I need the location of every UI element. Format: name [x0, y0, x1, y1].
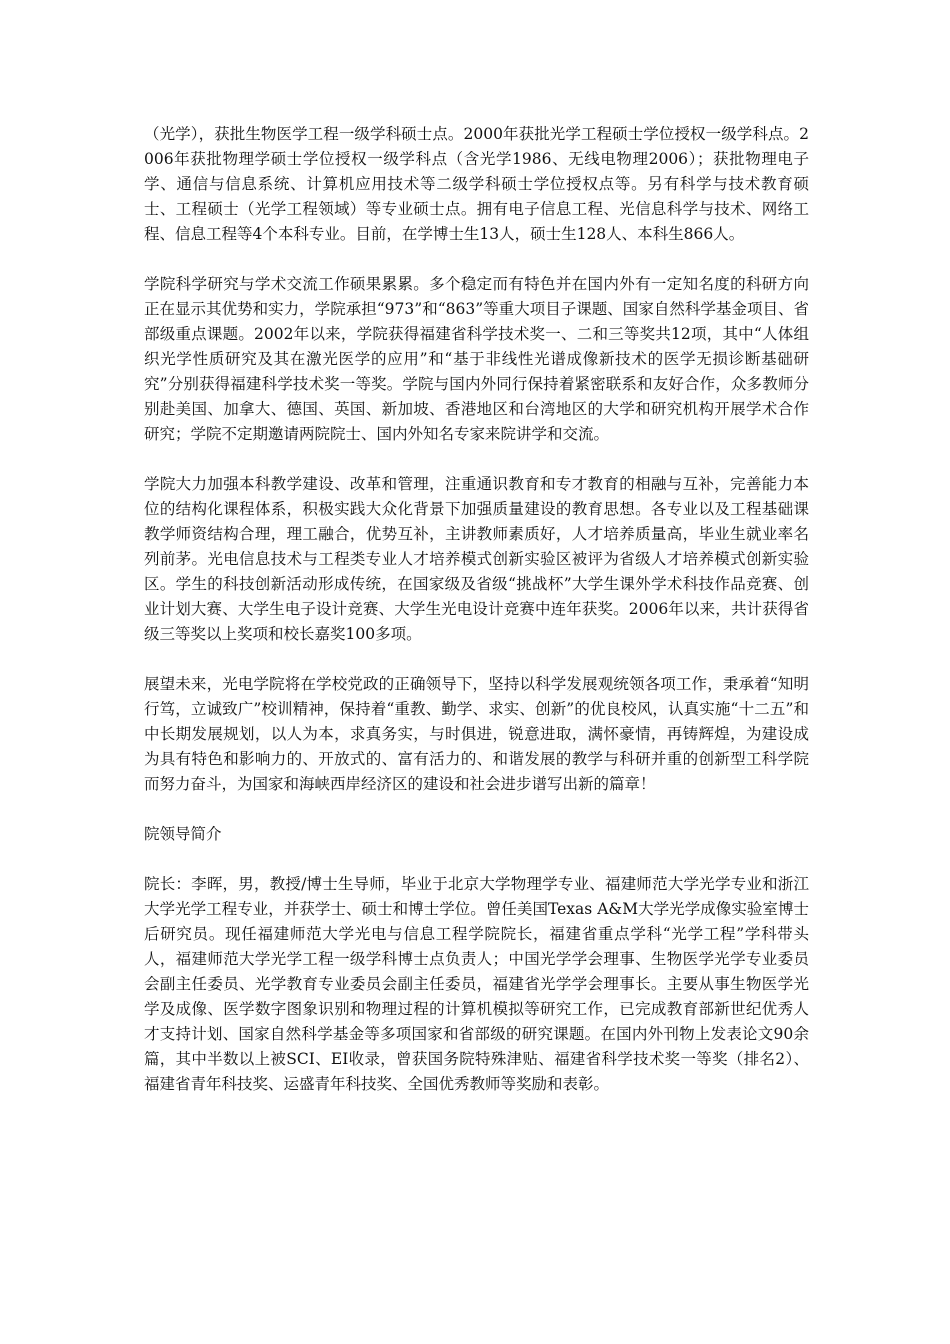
paragraph-outlook: 展望未来，光电学院将在学校党政的正确领导下，坚持以科学发展观统领各项工作，秉承着“知明行笃，立诚致广”校训精神，保持着“重教、勤学、求实、创新”的优良校风，认真实施“十二五”和中长期发展规划，以人为本，求真务实，与时俱进，锐意进取，满怀豪情，再铸辉煌，为建设成为具有特色和影响力的、开放式的、富有活力的、和谐发展的教学与科研并重的创新型工科学院而努力奋斗，为国家和海峡西岸经济区的建设和社会进步谱写出新的篇章！	[144, 675, 809, 793]
paragraph-research: 学院科学研究与学术交流工作硕果累累。多个稳定而有特色并在国内外有一定知名度的科研方向正在显示其优势和实力，学院承担“973”和“863”等重大项目子课题、国家自然科学基金项目、省部级重点课题。2002年以来，学院获得福建省科学技术奖一、二和三等奖共12项，其中“人体组织光学性质研究及其在激光医学的应用”和“基于非线性光谱成像新技术的医学无损诊断基础研究”分别获得福建科学技术奖一等奖。学院与国内外同行保持着紧密联系和友好合作，众多教师分别赴美国、加拿大、德国、英国、新加坡、香港地区和台湾地区的大学和研究机构开展学术合作研究；学院不定期邀请两院院士、国内外知名专家来院讲学和交流。	[144, 275, 809, 443]
paragraph-teaching: 学院大力加强本科教学建设、改革和管理，注重通识教育和专才教育的相融与互补，完善能力本位的结构化课程体系，积极实践大众化背景下加强质量建设的教育思想。各专业以及工程基础课教学师资结构合理，理工融合，优势互补，主讲教师素质好，人才培养质量高，毕业生就业率名列前茅。光电信息技术与工程类专业人才培养模式创新实验区被评为省级人才培养模式创新实验区。学生的科技创新活动形成传统，在国家级及省级“挑战杯”大学生课外学术科技作品竞赛、创业计划大赛、大学生电子设计竞赛、大学生光电设计竞赛中连年获奖。2006年以来，共计获得省级三等奖以上奖项和校长嘉奖100多项。	[144, 475, 809, 643]
document-body	[144, 122, 809, 1122]
paragraph-degree-programs: （光学），获批生物医学工程一级学科硕士点。2000年获批光学工程硕士学位授权一级学科点。2006年获批物理学硕士学位授权一级学科点（含光学1986、无线电物理2006）；获批物理电子学、通信与信息系统、计算机应用技术等二级学科硕士学位授权点等。另有科学与技术教育硕士、工程硕士（光学工程领域）等专业硕士点。拥有电子信息工程、光信息科学与技术、网络工程、信息工程等4个本科专业。目前，在学博士生13人，硕士生128人、本科生866人。	[144, 125, 809, 243]
paragraph-dean-profile: 院长：李晖，男，教授/博士生导师，毕业于北京大学物理学专业、福建师范大学光学专业和浙江大学光学工程专业，并获学士、硕士和博士学位。曾任美国Texas A&M大学光学成像实验室博士后研究员。现任福建师范大学光电与信息工程学院院长，福建省重点学科“光学工程”学科带头人，福建师范大学光学工程一级学科博士点负责人；中国光学学会理事、生物医学光学专业委员会副主任委员、光学教育专业委员会副主任委员，福建省光学学会理事长。主要从事生物医学光学及成像、医学数字图象识别和物理过程的计算机模拟等研究工作，已完成教育部新世纪优秀人才支持计划、国家自然科学基金等多项国家和省部级的研究课题。在国内外刊物上发表论文90余篇，其中半数以上被SCI、EI收录，曾获国务院特殊津贴、福建省科学技术奖一等奖（排名2）、福建省青年科技奖、运盛青年科技奖、全国优秀教师等奖励和表彰。	[144, 875, 809, 1093]
section-heading: 院领导简介	[144, 825, 222, 843]
